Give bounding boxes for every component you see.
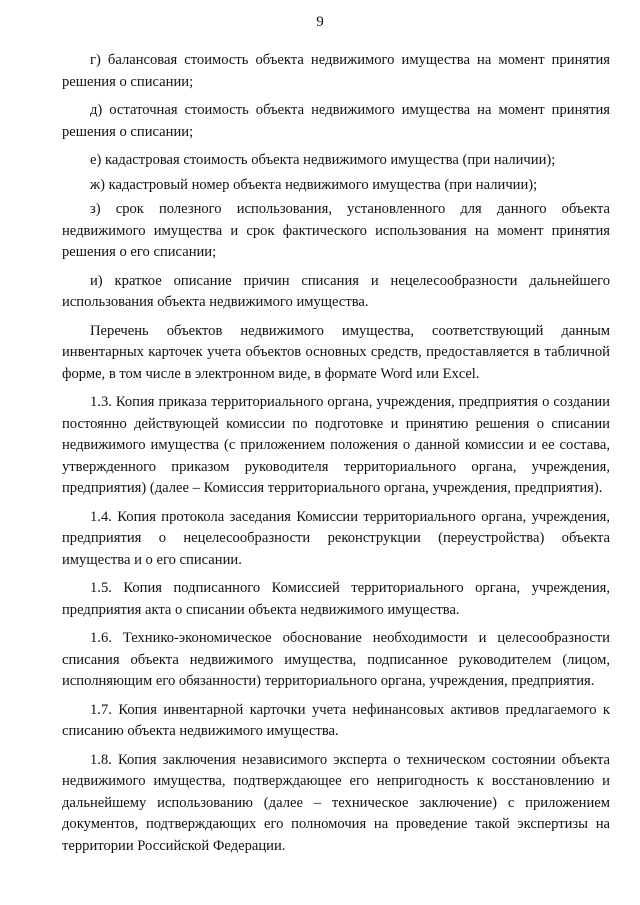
- page-number: 9: [316, 14, 324, 30]
- paragraph-1-4: 1.4. Копия протокола заседания Комиссии территориального органа, учреждения, предприятия о нецелесообразности реконструкции (переустройства) объекта имущества и о его списании.: [62, 508, 610, 568]
- paragraph-1-8: 1.8. Копия заключения независимого эксперта о техническом состоянии объекта недвижимого имущества, подтверждающее его непригодность к восстановлению и дальнейшему использованию (далее – техническое заключение) с приложением документов, подтверждающих его полномочия на проведение такой экспертизы на территории Российской Федерации.: [62, 751, 610, 854]
- paragraph-item-i: и) краткое описание причин списания и нецелесообразности дальнейшего использования объекта недвижимого имущества.: [62, 272, 610, 310]
- document-body: [62, 50, 610, 864]
- paragraph-item-d: д) остаточная стоимость объекта недвижимого имущества на момент принятия решения о списании;: [62, 102, 610, 140]
- paragraph-1-7: 1.7. Копия инвентарной карточки учета нефинансовых активов предлагаемого к списанию объекта недвижимого имущества.: [62, 701, 610, 739]
- paragraph-item-e: е) кадастровая стоимость объекта недвижимого имущества (при наличии);: [90, 152, 556, 168]
- paragraph-1-5: 1.5. Копия подписанного Комиссией территориального органа, учреждения, предприятия акта о списании объекта недвижимого имущества.: [62, 580, 610, 618]
- paragraph-item-z: з) срок полезного использования, установленного для данного объекта недвижимого имущества и срок фактического использования на момент принятия решения о его списании;: [62, 201, 610, 260]
- paragraph-list-of-objects: Перечень объектов недвижимого имущества, соответствующий данным инвентарных карточек учета объектов основных средств, предоставляется в табличной форме, в том числе в электронном виде, в формате Word или Excel.: [62, 322, 610, 382]
- paragraph-1-3: 1.3. Копия приказа территориального органа, учреждения, предприятия о создании постоянно действующей комиссии по подготовке и принятию решения о списании недвижимого имущества (с приложением положения о данной комиссии и ее состава, утвержденного приказом руководителя территориального органа, учреждения, предприятия) (далее – Комиссия территориального органа, учреждения, предприятия).: [62, 394, 610, 496]
- paragraph-item-g: г) балансовая стоимость объекта недвижимого имущества на момент принятия решения о списании;: [62, 52, 610, 90]
- paragraph-item-zh: ж) кадастровый номер объекта недвижимого имущества (при наличии);: [90, 176, 538, 193]
- paragraph-1-6: 1.6. Технико-экономическое обоснование необходимости и целесообразности списания объекта недвижимого имущества, подписанное руководителем (лицом, исполняющим его обязанности) территориального органа, учреждения, предприятия.: [62, 630, 610, 689]
